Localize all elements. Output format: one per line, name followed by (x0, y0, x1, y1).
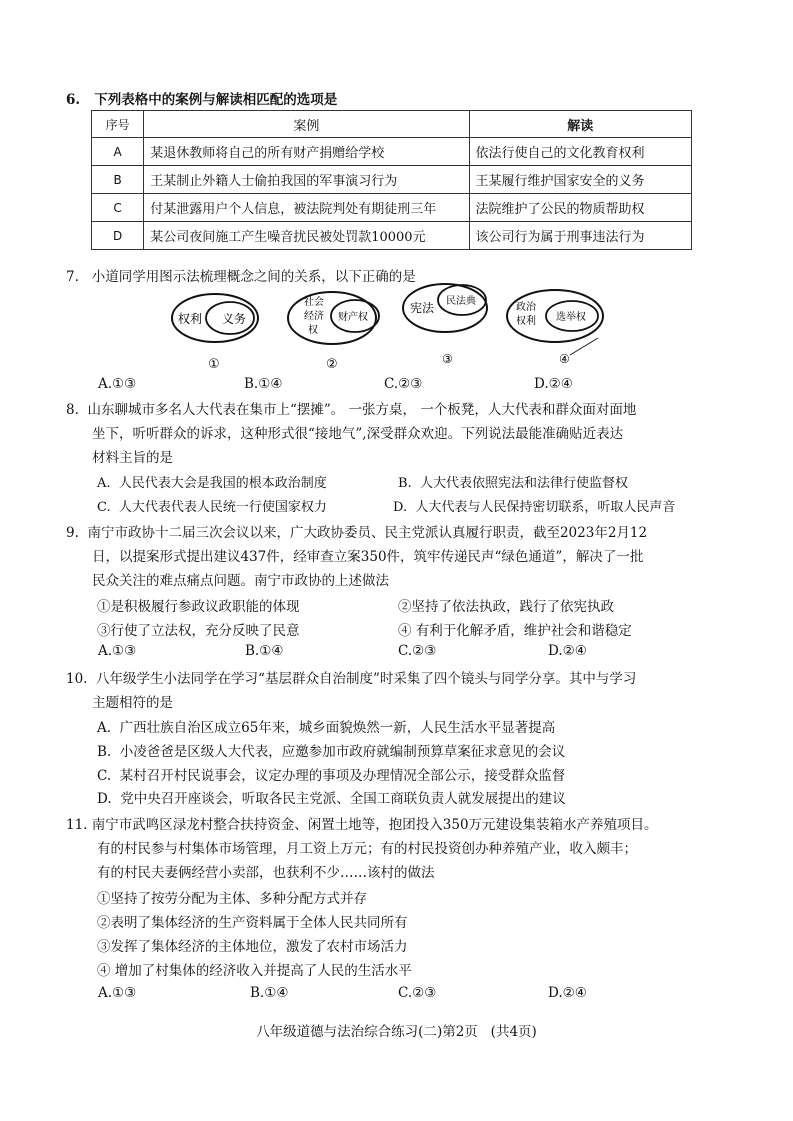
diagram-1-inner: 义务 (222, 312, 247, 326)
q8-option-a[interactable]: A. 人民代表大会是我国的根本政治制度 (97, 476, 327, 491)
q7-option-b[interactable]: B.①④ (244, 376, 283, 392)
q11-option-a[interactable]: A.①③ (98, 985, 137, 1001)
q11-statement-2: ②表明了集体经济的生产资料属于全体人民共同所有 (97, 915, 408, 931)
row-reading: 该公司行为属于刑事违法行为 (469, 222, 691, 250)
q11-line1: 11. 南宁市武鸣区渌龙村整合扶持资金、闲置土地等，抱团投入350万元建设集装箱水产养殖项目。 (66, 817, 658, 833)
q9-option-c[interactable]: C.②③ (398, 643, 437, 659)
diagram-2 (288, 292, 379, 372)
diagram-2-num: ② (326, 357, 338, 372)
q9-option-b[interactable]: B.①④ (245, 643, 284, 659)
diagram-3-outer: 宪法 (410, 301, 435, 315)
table-header-row (92, 111, 692, 138)
table-row (92, 166, 692, 194)
q9-statement-1: ①是积极履行参政议政职能的体现 (97, 599, 300, 615)
q10-option-a[interactable]: A. 广西壮族自治区成立65年来，城乡面貌焕然一新，人民生活水平显著提高 (97, 720, 556, 736)
q7-option-a[interactable]: A.①③ (98, 376, 137, 392)
q11-option-d[interactable]: D.②④ (548, 985, 587, 1001)
row-case: 某公司夜间施工产生噪音扰民被处罚款10000元 (144, 222, 469, 250)
diagram-4-outer1: 政治 (516, 302, 536, 313)
q11-line3: 有的村民夫妻俩经营小卖部，也获利不少……该村的做法 (97, 865, 435, 881)
q10-option-b[interactable]: B. 小凌爸爸是区级人大代表，应邀参加市政府就编制预算草案征求意见的会议 (97, 744, 566, 760)
row-id: A (92, 138, 144, 166)
q8-line3: 材料主旨的是 (92, 450, 173, 466)
q8-line2: 坐下，听听群众的诉求，这种形式很“接地气”,深受群众欢迎。下列说法最能准确贴近表达 (92, 426, 624, 442)
cases-table (91, 110, 692, 250)
q7-option-d[interactable]: D.②④ (534, 376, 573, 392)
q10-option-d[interactable]: D. 党中央召开座谈会，听取各民主党派、全国工商联负责人就发展提出的建议 (97, 791, 566, 807)
row-case: 某退休教师将自己的所有财产捐赠给学校 (144, 138, 469, 166)
q9-line3: 民众关注的难点痛点问题。南宁市政协的上述做法 (92, 573, 389, 589)
q11-option-b[interactable]: B.①④ (250, 985, 289, 1001)
row-id: C (92, 194, 144, 222)
diagram-2-inner: 财产权 (338, 312, 368, 323)
row-reading: 法院维护了公民的物质帮助权 (469, 194, 691, 222)
q10-option-c[interactable]: C. 某村召开村民说事会，议定办理的事项及办理情况全部公示，接受群众监督 (97, 768, 566, 784)
q9-statement-4: ④ 有利于化解矛盾，维护社会和谐稳定 (398, 623, 632, 639)
q7-option-c[interactable]: C.②③ (384, 376, 423, 392)
diagram-1-outer: 权利 (178, 312, 203, 326)
diagram-2-outer2: 经济 (304, 311, 324, 322)
diagram-2-outer1: 社会 (304, 297, 324, 308)
diagram-4-outer2: 权利 (516, 316, 536, 327)
diagram-4-inner: 选举权 (556, 312, 586, 323)
q9-option-a[interactable]: A.①③ (98, 643, 137, 659)
q11-statement-1: ①坚持了按劳分配为主体、多种分配方式并存 (97, 891, 367, 907)
row-id: B (92, 166, 144, 194)
diagram-3-inner: 民法典 (446, 296, 476, 307)
q10-line2: 主题相符的是 (92, 695, 173, 711)
header-reading: 解读 (469, 111, 691, 138)
q8-line1: 8. 山东聊城市多名人大代表在集市上“摆摊”。 一张方桌， 一个板凳，人大代表和群众面对面地 (66, 402, 637, 418)
table-row (92, 194, 692, 222)
q11-option-c[interactable]: C.②③ (398, 985, 437, 1001)
q6-stem: 6. 下列表格中的案例与解读相匹配的选项是 (66, 92, 338, 108)
q11-statement-4: ④ 增加了村集体的经济收入并提高了人民的生活水平 (97, 963, 412, 979)
row-case: 付某泄露用户个人信息，被法院判处有期徒刑三年 (144, 194, 469, 222)
row-id: D (92, 222, 144, 250)
row-case: 王某制止外籍人士偷拍我国的军事演习行为 (144, 166, 469, 194)
diagram-2-outer3: 权 (308, 325, 318, 336)
q10-line1: 10. 八年级学生小法同学在学习“基层群众自治制度”时采集了四个镜头与同学分享。其中与学习 (66, 671, 637, 687)
diagram-3-num: ③ (442, 352, 453, 366)
table-row (92, 222, 692, 250)
q11-line2: 有的村民参与村集体市场管理，月工资上万元；有的村民投资创办种养殖产业，收入颇丰； (97, 841, 637, 857)
row-reading: 王某履行维护国家安全的义务 (469, 166, 691, 194)
diagram-4 (507, 290, 603, 366)
q8-option-c[interactable]: C. 人大代表代表人民统一行使国家权力 (97, 500, 327, 515)
q8-option-b[interactable]: B. 人大代表依照宪法和法律行使监督权 (398, 476, 628, 491)
header-case: 案例 (144, 111, 469, 138)
q11-statement-3: ③发挥了集体经济的主体地位，激发了农村市场活力 (97, 939, 408, 955)
q9-line2: 日，以提案形式提出建议437件，经审查立案350件，筑牢传递民声“绿色通道”，解决了一批 (92, 549, 644, 565)
diagram-4-num: ④ (559, 352, 570, 366)
header-no: 序号 (92, 111, 144, 138)
diagram-3 (403, 284, 487, 366)
row-reading: 依法行使自己的文化教育权利 (469, 138, 691, 166)
q9-statement-2: ②坚持了依法执政，践行了依宪执政 (398, 599, 614, 615)
table-row (92, 138, 692, 166)
page-footer: 八年级道德与法治综合练习(二)第2页 (共4页) (256, 1024, 537, 1040)
q9-line1: 9. 南宁市政协十二届三次会议以来，广大政协委员、民主党派认真履行职责，截至2023年2月12 (66, 525, 648, 541)
diagram-1 (172, 294, 258, 372)
q9-option-d[interactable]: D.②④ (548, 643, 587, 659)
concept-diagrams (170, 278, 610, 373)
q8-option-d[interactable]: D. 人大代表与人民保持密切联系，听取人民声音 (393, 500, 676, 515)
q7-stem: 7. 小道同学用图示法梳理概念之间的关系，以下正确的是 (66, 269, 416, 285)
diagram-1-num: ① (208, 357, 220, 372)
q9-statement-3: ③行使了立法权，充分反映了民意 (97, 623, 300, 639)
